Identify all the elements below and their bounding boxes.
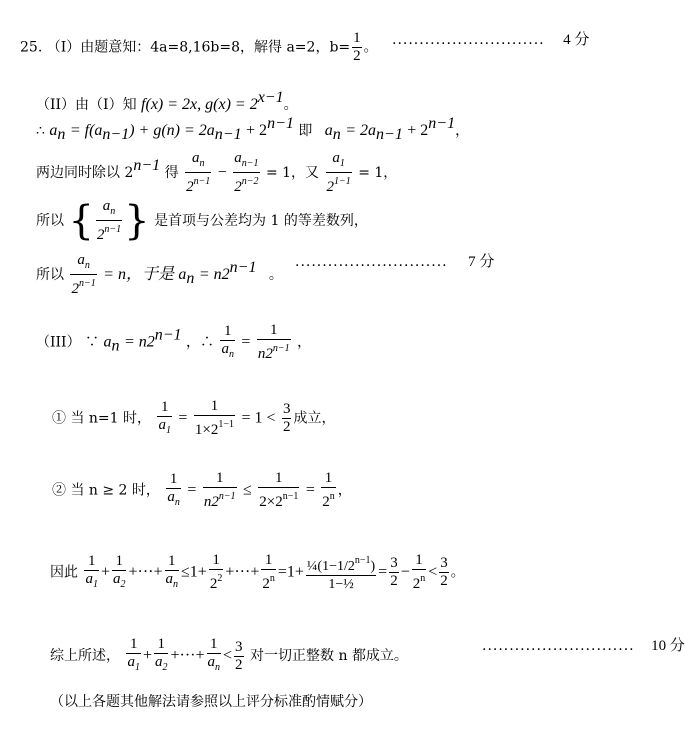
part2-fx: f(x) = 2x, g(x) = 2 — [141, 96, 258, 113]
case2-text: 当 n ≥ 2 时， — [70, 482, 160, 499]
ji-word: 即 — [298, 123, 313, 139]
de-word: 得 — [164, 165, 179, 181]
score-3 — [482, 636, 685, 656]
grading-note: （以上各题其他解法请参照以上评分标准酌情赋分） — [50, 694, 372, 710]
hence-line: 因此 $\frac{1}{a_1}$ + $\frac{1}{a_2}$ +···+ $\frac{1}{a_n}$ ≤1+ $\frac{1}{2^2}$ +···+ $\frac{1}{2^n}$ =1+ $\frac{\frac{1}{4}(1-1/2^{n-1})}{\text{1−½}}$ = $\frac{3}{2}$ − $\frac{1}{2^n}$ < $\frac{3}{2}$ 。 — [50, 552, 465, 592]
part3-end: ， — [297, 334, 312, 351]
part1-label: （I）由题意知： — [46, 39, 151, 56]
fraction-an-gen: $\frac{a_n}{2^{n-1}}$ — [71, 252, 96, 297]
fraction-recip-2: $\frac{1}{n2^{n-1}}$ — [257, 322, 290, 362]
geometric-sum-fraction: $\frac{\frac{1}{4}(1-1/2^{n-1})}{\text{1−½}}$ — [306, 552, 376, 593]
arith-seq-line — [36, 198, 368, 244]
gen-eq: = n，于是 — [103, 266, 174, 283]
arith-seq-text: 是首项与公差均为 1 的等差数列， — [154, 213, 368, 229]
fraction-3-2: $\frac{3}{2}$ — [282, 401, 291, 435]
dots-leader: ............................ — [392, 32, 545, 48]
case1-line: ① 当 n=1 时， $\frac{1}{a_1}$ = $\frac{1}{1\times 2^{1-1}}$ = 1 < $\frac{3}{2}$ 成立， — [52, 398, 336, 438]
right-brace: } — [124, 198, 150, 244]
fraction-case1b: $\frac{1}{1\times 2^{1-1}}$ — [194, 398, 235, 438]
score-2 — [295, 252, 494, 272]
divide-text: 两边同时除以 2 — [36, 165, 134, 181]
fraction-recip: $\frac{1}{a_n}$ — [221, 322, 234, 360]
fraction-case2a: $\frac{1}{a_n}$ — [167, 470, 180, 508]
case1-mark: ① — [52, 410, 66, 427]
conclusion-line: 综上所述， $\frac{1}{a_1}$ + $\frac{1}{a_2}$ +···+ $\frac{1}{a_n}$ < $\frac{3}{2}$ 对一切正整数 n 都成立。 — [50, 636, 408, 673]
part3-label: （III） — [36, 334, 81, 351]
because-symbol: ∵ — [85, 334, 100, 351]
recurrence-part2: ) + g(n) = 2a — [129, 122, 215, 139]
score-1-value: 4 分 — [563, 32, 590, 48]
case1-lt: = 1 < — [241, 409, 276, 427]
recurrence-plus: + 2 — [246, 122, 268, 139]
suoyi-2: 所以 — [36, 267, 64, 283]
general-term-line: 所以 $\frac{a_n}{2^{n-1}}$ = n，于是 $a_n = n2^{n-1}$ 。 — [36, 252, 283, 297]
fraction-case1a: $\frac{1}{a_1}$ — [158, 398, 171, 436]
gen-end: 。 — [268, 267, 283, 283]
fraction-seq: $\frac{a_n}{2^{n-1}}$ — [96, 198, 122, 243]
recurrence-line: ∴ $a_n = f(a_{n-1}) + g(n) = 2a_{n-1} + 2^{n-1}$ 即 $a_n = 2a_{n-1} + 2^{n-1}$， — [36, 115, 470, 143]
fraction-half: $\frac{1}{2}$ — [353, 30, 361, 64]
case1-text: 当 n=1 时， — [70, 410, 152, 427]
question-number: 25. — [20, 39, 43, 56]
recurrence-part1: = f(a — [69, 122, 103, 139]
case2-mark: ② — [52, 482, 66, 499]
an-var-2: a — [324, 122, 333, 139]
score-1 — [392, 30, 589, 50]
divide-line: 两边同时除以 $2^{n-1}$ 得 $\frac{a_n}{2^{n-1}}$ − $\frac{a_{n-1}}{2^{n-2}}$ = 1，又 $\frac{a_1}{2^{1-1}}$ = 1， — [36, 150, 398, 195]
gen-eq2: = n2 — [198, 266, 230, 283]
part1-text: 4a=8,16b=8，解得 a=2，b= — [150, 39, 351, 56]
eq1-text: = 1，又 — [265, 165, 320, 181]
part2-end: 。 — [283, 97, 298, 113]
case2-end: ， — [337, 482, 352, 499]
dots-leader-2: ............................ — [295, 254, 448, 270]
part1-line — [20, 30, 378, 65]
minus-sign: − — [217, 164, 227, 181]
recurrence-eq2: = 2a — [345, 122, 377, 139]
an-var: a — [49, 122, 58, 139]
conclude-text: 综上所述， — [50, 648, 120, 664]
an-var-3: a — [178, 266, 187, 283]
suoyi-1: 所以 — [36, 213, 64, 229]
case2-line: ② 当 n ≥ 2 时， $\frac{1}{a_n}$ = $\frac{1}{n2^{n-1}}$ ≤ $\frac{1}{2\times 2^{n-1}}$ = $\frac{1}{2^n}$ ， — [52, 470, 352, 510]
case1-end: 成立， — [293, 410, 336, 427]
therefore-symbol: ∴ — [36, 123, 45, 139]
score-3-value: 10 分 — [651, 638, 685, 654]
part1-end: 。 — [363, 39, 378, 56]
part3-therefore: ，∴ — [186, 334, 214, 351]
eq2-text: = 1， — [358, 165, 398, 181]
fraction-case2b: $\frac{1}{n2^{n-1}}$ — [203, 470, 236, 510]
fraction-an1: $\frac{a_{n-1}}{2^{n-2}}$ — [234, 150, 259, 195]
fraction-a1: $\frac{a_1}{2^{1-1}}$ — [326, 150, 351, 195]
fraction-case2d: $\frac{1}{2^n}$ — [322, 470, 335, 510]
dots-leader-3: ............................ — [482, 638, 635, 654]
part2-line — [36, 88, 298, 115]
left-brace: { — [68, 198, 94, 244]
part2-exp: x−1 — [257, 89, 284, 106]
hence-text: 因此 — [50, 564, 78, 581]
recurrence-plus2: + 2 — [407, 122, 429, 139]
score-2-value: 7 分 — [468, 254, 495, 270]
hence-end: 。 — [450, 564, 465, 581]
fraction-case2c: $\frac{1}{2\times 2^{n-1}}$ — [259, 470, 299, 510]
fraction-an: $\frac{a_n}{2^{n-1}}$ — [186, 150, 211, 195]
conclude-end: 对一切正整数 n 都成立。 — [250, 648, 408, 664]
part3-eq: = n2 — [123, 333, 155, 351]
part3-line: （III） ∵ $a_n = n2^{n-1}$ ，∴ $\frac{1}{a_n}$ = $\frac{1}{n2^{n-1}}$ ， — [36, 322, 312, 362]
part2-label: （II）由（I）知 — [36, 97, 137, 113]
